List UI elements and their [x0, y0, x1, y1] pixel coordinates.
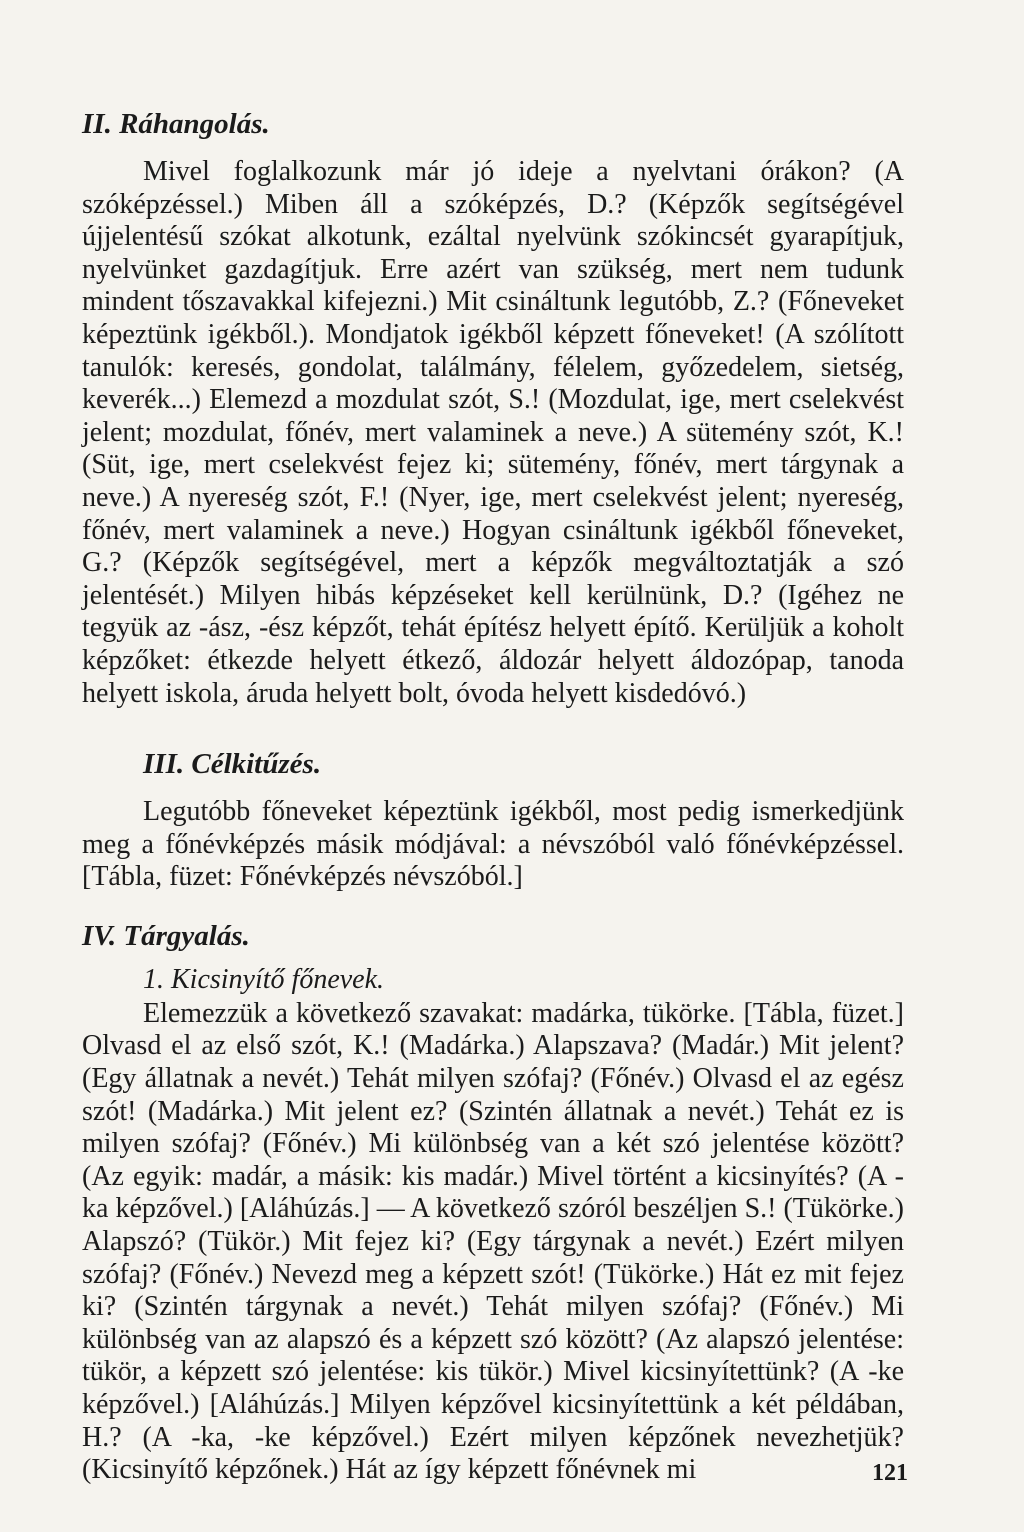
page-body	[82, 104, 904, 1487]
paragraph-celkituzes: Legutóbb főneveket képeztünk igékből, most pedig ismerkedjünk meg a főnévképzés másik módjával: a névszóból való főnévképzéssel. [Tábla, füzet: Főnévképzés névszóból.]	[82, 796, 904, 893]
section-heading-targyalas: IV. Tárgyalás.	[82, 919, 250, 952]
page-number: 121	[872, 1460, 908, 1486]
paragraph-targyalas: Elemezzük a következő szavakat: madárka, tükörke. [Tábla, füzet.] Olvasd el az első szót, K.! (Madárka.) Alapszava? (Madár.) Mit jelent? (Egy állatnak a nevét.) Tehát milyen szófaj? (Főnév.) Olvasd el az egész szót! (Madárka.) Mit jelent ez? (Szintén állatnak a nevét.) Tehát ez is milyen szófaj? (Főnév.) Mi különbség van a két szó jelentése között? (Az egyik: madár, a másik: kis madár.) Mivel történt a kicsinyítés? (A -ka képzővel.) [Aláhúzás.] — A következő szóról beszéljen S.! (Tükörke.) Alapszó? (Tükör.) Mit fejez ki? (Egy tárgynak a nevét.) Ezért milyen szófaj? (Főnév.) Nevezd meg a képzett szót! (Tükörke.) Hát ez mit fejez ki? (Szintén tárgynak a nevét.) Tehát milyen szófaj? (Főnév.) Mi különbség van az alapszó és a képzett szó között? (Az alapszó jelentése: tükör, a képzett szó jelentése: kis tükör.) Mivel kicsinyítettünk? (A -ke képzővel.) [Aláhúzás.] Milyen képzővel kicsinyítettünk a két példában, H.? (A -ka, -ke képzővel.) Ezért milyen képzőnek nevezhetjük? (Kicsinyítő képzőnek.) Hát az így képzett főnévnek mi	[82, 997, 904, 1486]
section-heading-celkituzes: III. Célkitűzés.	[143, 748, 322, 781]
paragraph-rahangolas: Mivel foglalkozunk már jó ideje a nyelvtani órákon? (A szóképzéssel.) Miben áll a szóképzés, D.? (Képzők segítségével újjelentésű szókat alkotunk, ezáltal nyelvünk szókincsét gyarapítjuk, nyelvünket gazdagítjuk. Erre azért van szükség, mert nem tudunk mindent tőszavakkal kifejezni.) Mit csináltunk legutóbb, Z.? (Főneveket képeztünk igékből.). Mondjatok igékből képzett főneveket! (A szólított tanulók: keresés, gondolat, találmány, félelem, győzedelem, sietség, keverék...) Elemezd a mozdulat szót, S.! (Mozdulat, ige, mert cselekvést jelent; mozdulat, főnév, mert valaminek a neve.) A sütemény szót, K.! (Süt, ige, mert cselekvést fejez ki; sütemény, főnév, mert tárgynak a neve.) A nyereség szót, F.! (Nyer, ige, mert cselekvést jelent; nyereség, főnév, mert valaminek a neve.) Hogyan csináltunk igékből főneveket, G.? (Képzők segítségével, mert a képzők megváltoztatják a szó jelentését.) Milyen hibás képzéseket kell kerülnünk, D.? (Igéhez ne tegyük az -ász, -ész képzőt, tehát építész helyett építő. Kerüljük a koholt képzőket: étkezde helyett étkező, áldozár helyett áldozópap, tanoda helyett iskola, áruda helyett bolt, óvoda helyett kisdedóvó.)	[82, 156, 904, 709]
subheading-kicsinyito-fonevek: 1. Kicsinyítő főnevek.	[143, 963, 385, 995]
section-heading-rahangolas: II. Ráhangolás.	[82, 108, 270, 140]
